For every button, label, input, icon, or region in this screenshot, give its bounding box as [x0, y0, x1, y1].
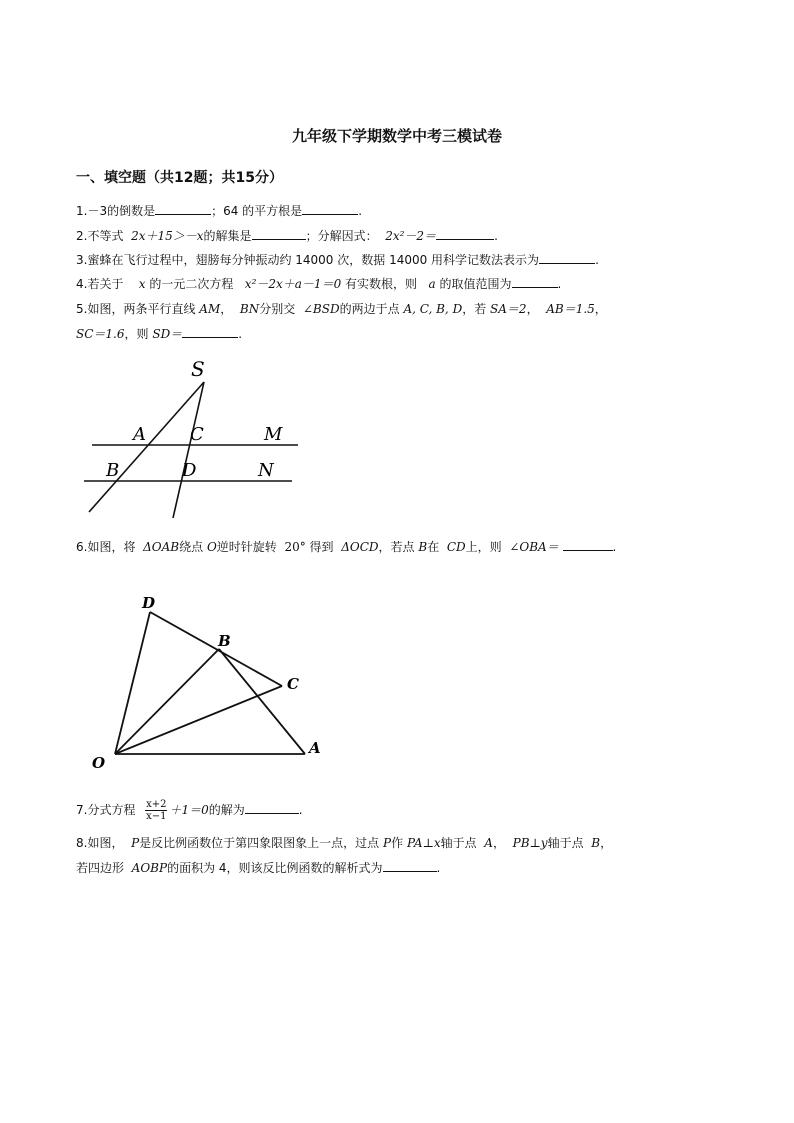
q8-text-9: 的面积为 4，则该反比例函数的解析式为 — [167, 861, 383, 875]
q5-text-4: ，若 — [462, 302, 487, 316]
q4-text-2: 的一元二次方程 — [149, 277, 234, 291]
q6-text-8: . — [612, 540, 617, 554]
question-8-line-2 — [76, 859, 440, 877]
seg-ob — [115, 649, 219, 754]
q7-numerator: x+2 — [146, 799, 167, 810]
q2-text-4: . — [494, 229, 498, 243]
q5-parallel-lines-figure — [76, 352, 306, 522]
q5-text-5: ，则 — [124, 327, 149, 341]
q2-inequality: 2x＋15＞－x — [131, 229, 204, 243]
label-d: D — [182, 460, 197, 481]
q3-answer-blank[interactable] — [539, 251, 595, 264]
q1-answer-blank-1[interactable] — [155, 202, 211, 215]
q7-text-2: 的解为 — [208, 803, 245, 817]
label-s: S — [191, 357, 205, 381]
q8-text-3: 作 — [391, 836, 404, 850]
q6-degree: 20° — [284, 540, 306, 554]
ray-sb — [89, 382, 204, 512]
q4-equation: x²－2x＋a－1＝0 — [244, 277, 342, 291]
q5-text-1: 5.如图，两条平行直线 — [76, 302, 196, 316]
q5-text-2: 分别交 — [259, 302, 296, 316]
q4-text-4: 的取值范围为 — [439, 277, 512, 291]
label-n: N — [258, 460, 274, 481]
question-8-line-1 — [76, 834, 612, 852]
q2-answer-blank-2[interactable] — [436, 227, 494, 240]
q6-text-5: ，若点 — [378, 540, 415, 554]
seg-od — [115, 612, 150, 754]
q8-point-a: A — [484, 836, 493, 850]
q7-equation-rest: ＋1＝0 — [169, 803, 209, 817]
q4-text-1: 4.若关于 — [76, 277, 124, 291]
question-2 — [76, 227, 498, 245]
label-o: O — [92, 754, 106, 772]
q8-point-b: B — [591, 836, 601, 850]
q2-text-2: 的解集是 — [203, 229, 252, 243]
q5-sd: SD＝ — [152, 327, 183, 341]
q6-text-6: 在 — [427, 540, 440, 554]
q6-point-o: O — [206, 540, 217, 554]
q3-text-1: 3.蜜蜂在飞行过程中，翅膀每分钟振动约 14000 次，数据 14000 用科学记数法表示为 — [76, 253, 540, 267]
q8-text-10: . — [436, 861, 441, 875]
q8-text-7: ， — [600, 836, 613, 850]
q8-quadrilateral: AOBP — [131, 861, 168, 875]
label-b: B — [218, 632, 231, 650]
q6-text-2: 绕点 — [179, 540, 204, 554]
q3-text-2: . — [595, 253, 599, 267]
q5-sa: SA＝2 — [490, 302, 527, 316]
q6-text-3: 逆时针旋转 — [216, 540, 277, 554]
q5-line-am: AM — [199, 302, 221, 316]
q6-text-4: 得到 — [309, 540, 334, 554]
q2-text-3: ；分解因式： — [305, 229, 378, 243]
q6-rotation-figure — [86, 588, 326, 778]
q8-point-p: P — [131, 836, 140, 850]
q5-answer-blank[interactable] — [182, 325, 238, 338]
label-c: C — [190, 424, 204, 445]
q1-text-2: ；64 的平方根是 — [211, 204, 303, 218]
q5-angle: ∠BSD — [302, 302, 340, 316]
q1-answer-blank-2[interactable] — [302, 202, 358, 215]
seg-ba — [219, 649, 305, 754]
q6-triangle-ocd: ΔOCD — [341, 540, 379, 554]
q5-ab: AB＝1.5 — [546, 302, 595, 316]
label-a: A — [133, 424, 146, 445]
q1-text-1: 1.－3的倒数是 — [76, 204, 156, 218]
label-c: C — [287, 675, 299, 693]
q8-text-8: 若四边形 — [76, 861, 125, 875]
q6-text-7: 上，则 — [465, 540, 502, 554]
q7-fraction — [145, 799, 167, 822]
section-heading: 一、填空题（共12题；共15分） — [76, 170, 283, 186]
q6-triangle-oab: ΔOAB — [143, 540, 180, 554]
q4-var-x: x — [138, 277, 146, 291]
q2-answer-blank-1[interactable] — [252, 227, 306, 240]
q2-factor-expr: 2x²－2＝ — [385, 229, 437, 243]
label-d: D — [142, 594, 156, 612]
q2-text-1: 2.不等式 — [76, 229, 124, 243]
q7-denominator: x−1 — [146, 811, 167, 822]
question-6 — [76, 538, 616, 556]
q5-sc: SC＝1.6 — [76, 327, 125, 341]
label-b: B — [106, 460, 120, 481]
question-4 — [76, 275, 561, 293]
label-a: A — [309, 739, 321, 757]
label-m: M — [264, 424, 283, 445]
q8-answer-blank[interactable] — [383, 859, 437, 872]
question-5-line-2 — [76, 325, 242, 343]
q8-text-6: 轴于点 — [547, 836, 584, 850]
q8-text-5: ， — [492, 836, 505, 850]
q5-sep: ， — [220, 302, 233, 316]
q4-text-5: . — [557, 277, 562, 291]
q6-segment-cd: CD — [446, 540, 466, 554]
q8-pa-perp: PA⊥x — [406, 836, 441, 850]
q5-text-6: . — [238, 327, 243, 341]
q5-points: A, C, B, D — [403, 302, 463, 316]
q4-text-3: 有实数根，则 — [345, 277, 418, 291]
q6-answer-blank[interactable] — [563, 538, 613, 551]
q6-text-1: 6.如图，将 — [76, 540, 136, 554]
question-1 — [76, 202, 362, 220]
q8-text-4: 轴于点 — [440, 836, 477, 850]
q8-point-p-2: P — [383, 836, 392, 850]
q5-text-3: 的两边于点 — [339, 302, 400, 316]
q8-text-2: 是反比例函数位于第四象限图象上一点，过点 — [139, 836, 380, 850]
q7-answer-blank[interactable] — [245, 801, 299, 814]
q1-text-3: . — [358, 204, 363, 218]
q6-angle-oba: ∠OBA＝ — [509, 540, 559, 554]
q5-sep-3: ， — [594, 302, 607, 316]
ray-sd — [173, 382, 204, 518]
q7-text-1: 7.分式方程 — [76, 803, 136, 817]
q4-answer-blank[interactable] — [512, 275, 558, 288]
question-5-line-1 — [76, 300, 607, 318]
question-3 — [76, 251, 599, 269]
q8-text-1: 8.如图， — [76, 836, 124, 850]
q5-sep-2: ， — [526, 302, 539, 316]
q5-line-bn: BN — [239, 302, 260, 316]
page-title: 九年级下学期数学中考三模试卷 — [291, 127, 502, 145]
question-7 — [76, 797, 303, 823]
q4-var-a: a — [428, 277, 436, 291]
q8-pb-perp: PB⊥y — [512, 836, 548, 850]
q7-text-3: . — [298, 803, 303, 817]
q6-point-b: B — [418, 540, 428, 554]
seg-dc — [150, 612, 282, 686]
